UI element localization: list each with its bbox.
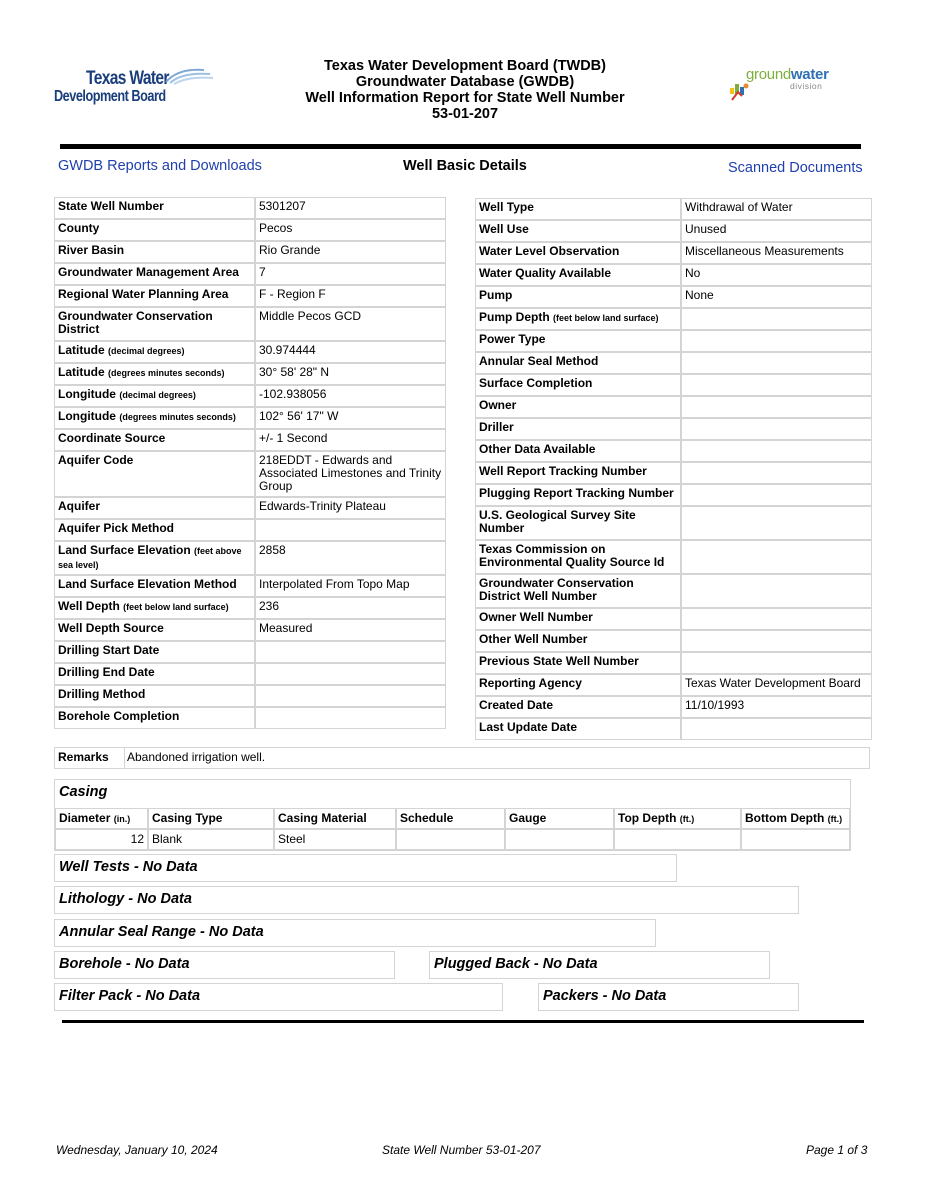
detail-label-cell <box>475 540 681 574</box>
detail-label: Texas Commission on Environmental Quality Source Id <box>479 542 665 569</box>
detail-label: State Well Number <box>58 199 164 213</box>
detail-unit: (degrees minutes seconds) <box>119 412 236 422</box>
detail-value <box>681 396 872 418</box>
detail-value: Edwards-Trinity Plateau <box>255 497 446 519</box>
detail-row <box>54 307 446 341</box>
detail-row <box>475 674 872 696</box>
detail-value: 7 <box>255 263 446 285</box>
detail-value: Middle Pecos GCD <box>255 307 446 341</box>
detail-label-cell <box>475 242 681 264</box>
detail-label-cell <box>475 330 681 352</box>
casing-header-cell <box>274 808 396 829</box>
detail-label-cell <box>475 396 681 418</box>
detail-unit: (decimal degrees) <box>108 346 185 356</box>
division-label: division <box>790 81 823 91</box>
casing-top-depth <box>614 829 741 850</box>
water-waves-icon <box>164 66 214 86</box>
detail-label-cell <box>54 285 255 307</box>
detail-label-cell <box>475 220 681 242</box>
detail-value <box>681 630 872 652</box>
detail-label-cell <box>475 308 681 330</box>
twdb-logo-line2: Development Board <box>54 88 166 105</box>
detail-value: -102.938056 <box>255 385 446 407</box>
detail-label: Drilling Start Date <box>58 643 160 657</box>
detail-value: 2858 <box>255 541 446 575</box>
detail-label: Annular Seal Method <box>479 354 599 368</box>
detail-row <box>54 707 446 729</box>
detail-row <box>54 575 446 597</box>
detail-row <box>475 718 872 740</box>
detail-row <box>54 429 446 451</box>
detail-row <box>475 286 872 308</box>
detail-row <box>475 540 872 574</box>
detail-label: Other Well Number <box>479 632 588 646</box>
casing-header-label: Top Depth <box>618 811 677 825</box>
detail-label-cell <box>475 440 681 462</box>
detail-label-cell <box>54 597 255 619</box>
detail-value <box>681 418 872 440</box>
casing-type: Blank <box>148 829 274 850</box>
detail-label: Surface Completion <box>479 376 593 390</box>
detail-label-cell <box>475 652 681 674</box>
detail-label: Groundwater Management Area <box>58 265 239 279</box>
detail-label-cell <box>475 374 681 396</box>
footer-date: Wednesday, January 10, 2024 <box>56 1143 218 1157</box>
detail-row <box>54 641 446 663</box>
detail-label: Water Level Observation <box>479 244 620 258</box>
title-line: Well Information Report for State Well Number <box>305 90 625 106</box>
detail-label-cell <box>54 219 255 241</box>
detail-value: Pecos <box>255 219 446 241</box>
detail-value <box>681 574 872 608</box>
detail-label: Groundwater Conservation District <box>58 309 213 336</box>
casing-diameter: 12 <box>55 829 148 850</box>
detail-label-cell <box>475 674 681 696</box>
title-line: Groundwater Database (GWDB) <box>355 74 575 90</box>
detail-label: Created Date <box>479 698 554 712</box>
detail-value: 102° 56' 17" W <box>255 407 446 429</box>
packers-section: Packers - No Data <box>538 983 799 1011</box>
detail-label-cell <box>54 641 255 663</box>
detail-row <box>475 608 872 630</box>
detail-label-cell <box>54 263 255 285</box>
detail-row <box>54 519 446 541</box>
detail-row <box>475 242 872 264</box>
detail-value <box>681 484 872 506</box>
detail-row <box>475 652 872 674</box>
detail-row <box>475 396 872 418</box>
casing-header-label: Diameter <box>59 811 111 825</box>
title-line: Texas Water Development Board (TWDB) <box>324 58 606 74</box>
detail-label: Latitude <box>58 343 105 357</box>
lithology-section: Lithology - No Data <box>54 886 799 914</box>
detail-label: Previous State Well Number <box>479 654 639 668</box>
detail-label: County <box>58 221 100 235</box>
casing-row <box>55 829 850 850</box>
detail-row <box>475 330 872 352</box>
detail-unit: (feet below land surface) <box>553 313 659 323</box>
detail-unit: (feet above sea level) <box>58 546 242 570</box>
detail-label: Driller <box>479 420 514 434</box>
gwdb-reports-link[interactable]: GWDB Reports and Downloads <box>58 158 262 174</box>
detail-label-cell <box>475 506 681 540</box>
casing-bottom-depth <box>741 829 850 850</box>
detail-row <box>475 696 872 718</box>
detail-label: Other Data Available <box>479 442 596 456</box>
detail-row <box>54 685 446 707</box>
annular-seal-range-section: Annular Seal Range - No Data <box>54 919 656 947</box>
detail-row <box>54 285 446 307</box>
detail-row <box>475 198 872 220</box>
well-tests-section: Well Tests - No Data <box>54 854 677 882</box>
casing-header-label: Casing Type <box>152 811 223 825</box>
detail-value: +/- 1 Second <box>255 429 446 451</box>
casing-gauge <box>505 829 614 850</box>
detail-value: 5301207 <box>255 197 446 219</box>
detail-value: 30° 58' 28" N <box>255 363 446 385</box>
detail-label-cell <box>54 241 255 263</box>
casing-header-cell <box>505 808 614 829</box>
detail-row <box>475 220 872 242</box>
detail-label-cell <box>54 385 255 407</box>
detail-label-cell <box>54 363 255 385</box>
detail-value: Interpolated From Topo Map <box>255 575 446 597</box>
casing-header-label: Casing Material <box>278 811 367 825</box>
detail-label: Aquifer Code <box>58 453 134 467</box>
detail-value <box>681 608 872 630</box>
detail-label: Pump <box>479 288 513 302</box>
detail-row <box>475 506 872 540</box>
detail-label-cell <box>54 541 255 575</box>
detail-value: Withdrawal of Water <box>681 198 872 220</box>
detail-value <box>255 641 446 663</box>
detail-label-cell <box>475 352 681 374</box>
detail-label-cell <box>475 608 681 630</box>
detail-label: Groundwater Conservation District Well Number <box>479 576 634 603</box>
detail-value <box>681 718 872 740</box>
detail-label-cell <box>54 575 255 597</box>
detail-value: 11/10/1993 <box>681 696 872 718</box>
detail-value <box>681 462 872 484</box>
detail-value: Rio Grande <box>255 241 446 263</box>
detail-label-cell <box>475 718 681 740</box>
detail-row <box>475 418 872 440</box>
detail-value: Unused <box>681 220 872 242</box>
detail-label-cell <box>54 497 255 519</box>
twdb-logo-line1: Texas Water <box>86 68 169 89</box>
casing-material: Steel <box>274 829 396 850</box>
detail-value: 218EDDT - Edwards and Associated Limestones and Trinity Group <box>255 451 446 497</box>
casing-header-label: Gauge <box>509 811 547 825</box>
detail-label-cell <box>475 630 681 652</box>
detail-row <box>54 197 446 219</box>
left-details-table <box>54 197 446 729</box>
casing-schedule <box>396 829 505 850</box>
section-title: Well Basic Details <box>403 158 527 174</box>
detail-row <box>54 263 446 285</box>
detail-row <box>54 219 446 241</box>
detail-label: Well Report Tracking Number <box>479 464 647 478</box>
report-title <box>250 58 680 122</box>
detail-value <box>681 540 872 574</box>
wordmark-ground: ground <box>746 66 791 83</box>
detail-label-cell <box>54 519 255 541</box>
detail-row <box>54 385 446 407</box>
detail-label-cell <box>475 484 681 506</box>
twdb-logo <box>52 66 212 110</box>
detail-value: Miscellaneous Measurements <box>681 242 872 264</box>
detail-label-cell <box>54 707 255 729</box>
footer-divider <box>62 1020 864 1023</box>
detail-row <box>475 374 872 396</box>
detail-label-cell <box>475 462 681 484</box>
detail-unit: (degrees minutes seconds) <box>108 368 225 378</box>
detail-label: Longitude <box>58 409 116 423</box>
detail-label-cell <box>54 685 255 707</box>
header-divider <box>60 144 861 149</box>
detail-row <box>54 541 446 575</box>
casing-header-unit: (ft.) <box>827 814 843 824</box>
detail-row <box>475 264 872 286</box>
casing-header-cell <box>741 808 850 829</box>
remarks-value: Abandoned irrigation well. <box>127 750 266 764</box>
casing-header-label: Bottom Depth <box>745 811 825 825</box>
detail-row <box>475 308 872 330</box>
detail-row <box>475 630 872 652</box>
detail-label: Drilling End Date <box>58 665 155 679</box>
detail-label: Drilling Method <box>58 687 146 701</box>
detail-value: F - Region F <box>255 285 446 307</box>
detail-label: Longitude <box>58 387 116 401</box>
detail-label-cell <box>54 307 255 341</box>
detail-label: Aquifer Pick Method <box>58 521 175 535</box>
detail-row <box>54 241 446 263</box>
detail-label: Land Surface Elevation <box>58 543 191 557</box>
detail-label: Aquifer <box>58 499 100 513</box>
detail-label: Latitude <box>58 365 105 379</box>
casing-header-unit: (in.) <box>113 814 131 824</box>
remarks-row <box>54 747 870 769</box>
detail-label: Well Use <box>479 222 529 236</box>
detail-label-cell <box>54 451 255 497</box>
footer-page-number: Page 1 of 3 <box>806 1143 868 1157</box>
detail-row <box>475 352 872 374</box>
detail-row <box>475 484 872 506</box>
detail-row <box>475 574 872 608</box>
detail-label-cell <box>475 286 681 308</box>
detail-value: 30.974444 <box>255 341 446 363</box>
scanned-documents-link[interactable]: Scanned Documents <box>728 160 863 176</box>
detail-label: Water Quality Available <box>479 266 612 280</box>
detail-label: Plugging Report Tracking Number <box>479 486 674 500</box>
detail-value <box>255 685 446 707</box>
detail-row <box>475 462 872 484</box>
detail-value <box>681 440 872 462</box>
detail-label-cell <box>54 663 255 685</box>
detail-value: Texas Water Development Board <box>681 674 872 696</box>
detail-label-cell <box>54 407 255 429</box>
detail-label-cell <box>54 429 255 451</box>
detail-label: Well Depth <box>58 599 120 613</box>
detail-value <box>681 506 872 540</box>
casing-header-cell <box>148 808 274 829</box>
detail-label: Reporting Agency <box>479 676 582 690</box>
detail-row <box>54 363 446 385</box>
detail-value <box>681 374 872 396</box>
detail-label: Owner <box>479 398 517 412</box>
detail-label-cell <box>475 418 681 440</box>
detail-label-cell <box>54 197 255 219</box>
wordmark-water: water <box>790 66 829 83</box>
detail-label: Well Type <box>479 200 534 214</box>
detail-value <box>681 308 872 330</box>
detail-label: Pump Depth <box>479 310 550 324</box>
detail-label: River Basin <box>58 243 125 257</box>
detail-value <box>255 519 446 541</box>
detail-row <box>54 497 446 519</box>
detail-value: 236 <box>255 597 446 619</box>
groundwater-division-logo <box>728 64 848 108</box>
detail-row <box>54 619 446 641</box>
detail-unit: (decimal degrees) <box>119 390 196 400</box>
casing-header-cell <box>396 808 505 829</box>
detail-label-cell <box>475 198 681 220</box>
detail-value <box>255 707 446 729</box>
detail-label: Power Type <box>479 332 546 346</box>
detail-label-cell <box>54 619 255 641</box>
remarks-label: Remarks <box>55 748 125 768</box>
detail-label: Land Surface Elevation Method <box>58 577 237 591</box>
casing-table <box>55 808 850 850</box>
detail-value: No <box>681 264 872 286</box>
detail-row <box>54 451 446 497</box>
casing-header-unit: (ft.) <box>679 814 695 824</box>
detail-value: None <box>681 286 872 308</box>
detail-label: Regional Water Planning Area <box>58 287 229 301</box>
detail-label-cell <box>475 696 681 718</box>
detail-value <box>681 352 872 374</box>
detail-row <box>54 341 446 363</box>
casing-header-label: Schedule <box>400 811 454 825</box>
detail-label-cell <box>54 341 255 363</box>
detail-row <box>54 597 446 619</box>
detail-value <box>681 652 872 674</box>
detail-label: Last Update Date <box>479 720 578 734</box>
detail-label: Coordinate Source <box>58 431 166 445</box>
detail-label-cell <box>475 264 681 286</box>
filter-pack-section: Filter Pack - No Data <box>54 983 503 1011</box>
detail-label: Borehole Completion <box>58 709 180 723</box>
detail-label-cell <box>475 574 681 608</box>
plugged-back-section: Plugged Back - No Data <box>429 951 770 979</box>
casing-header-cell <box>614 808 741 829</box>
detail-value <box>681 330 872 352</box>
detail-unit: (feet below land surface) <box>123 602 229 612</box>
detail-label: Owner Well Number <box>479 610 593 624</box>
casing-title: Casing <box>59 784 108 800</box>
title-line: 53-01-207 <box>431 106 499 122</box>
right-details-table <box>475 198 872 740</box>
casing-section <box>54 779 851 851</box>
footer-well-number: State Well Number 53-01-207 <box>382 1143 541 1157</box>
detail-value: Measured <box>255 619 446 641</box>
detail-label: Well Depth Source <box>58 621 164 635</box>
borehole-section: Borehole - No Data <box>54 951 395 979</box>
detail-row <box>54 663 446 685</box>
detail-value <box>255 663 446 685</box>
detail-label: U.S. Geological Survey Site Number <box>479 508 636 535</box>
casing-header-cell <box>55 808 148 829</box>
detail-row <box>54 407 446 429</box>
detail-row <box>475 440 872 462</box>
